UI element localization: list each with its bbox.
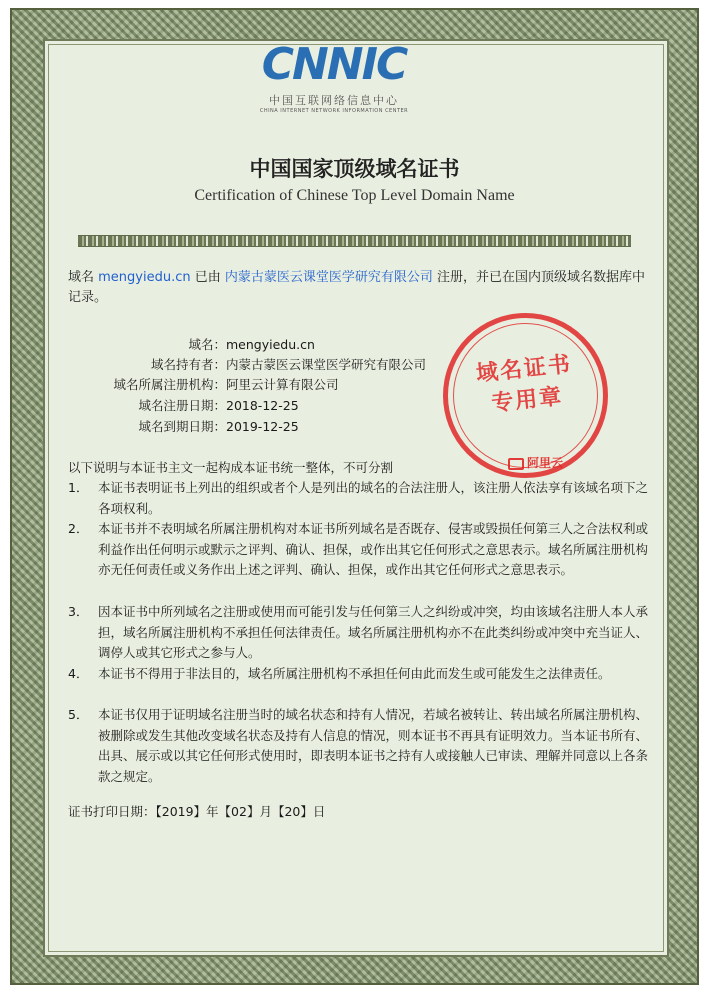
seal-brand-text: 阿里云 [527,456,564,470]
note-number: 2． [68,521,89,536]
note-text: 因本证书中所列域名之注册或使用而可能引发与任何第三人之纠纷或冲突，均由该域名注册人本人承担，域名所属注册机构不承担任何法律责任。域名所属注册机构亦不在此类纠纷或冲突中充当证人、调停人或其它形式之参与人。 [98,604,649,660]
intro-domain: mengyiedu.cn [98,270,191,285]
official-seal [443,313,608,478]
note-text: 本证书并不表明域名所属注册机构对本证书所列域名是否既存、侵害或毁损任何第三人之合法权利或利益作出任何明示或默示之评判、确认、担保，或作出其它任何形式之意思表示。域名所属注册机构亦无任何责任或义务作出上述之评判、确认、担保，或作出其它任何形式之意思表示。 [98,521,649,577]
certificate-title-cn: 中国国家顶级域名证书 [249,157,460,181]
print-date: 证书打印日期：【2019】年【02】月【20】日 [68,804,326,819]
intro-text-3: 注册，并已在国内顶级域名数据库中记录。 [68,270,646,305]
notes-heading: 以下说明与本证书主文一起构成本证书统一整体，不可分割 [68,460,394,475]
field-label: 域名注册日期： [138,398,226,413]
ornamental-divider [78,235,631,247]
aliyun-logo-icon [508,458,524,470]
field-label: 域名： [188,337,226,352]
note-text: 本证书不得用于非法目的，域名所属注册机构不承担任何由此而发生或可能发生之法律责任。 [98,666,611,681]
note-item [68,602,654,664]
field-value: 阿里云计算有限公司 [226,377,339,392]
field-expiry-date [68,417,299,437]
seal-text: 域名证书专用章 [474,351,574,417]
cnnic-logo [238,40,430,114]
field-value: 2018-12-25 [226,398,299,413]
note-text: 本证书仅用于证明域名注册当时的域名状态和持有人情况，若域名被转让、转出域名所属注册机构、被删除或发生其他改变域名状态及持有人信息的情况，则本证书不再具有证明效力。当本证书所有、出具、展示或以其它任何形式使用时，即表明本证书之持有人或接触人已审读、理解并同意以上各条款之规定。 [98,707,649,784]
field-value: 内蒙古蒙医云课堂医学研究有限公司 [226,357,427,372]
intro-statement [68,268,654,308]
note-number: 1． [68,480,89,495]
field-value: mengyiedu.cn [226,337,315,352]
field-label: 域名持有者： [150,357,226,372]
field-domain [68,335,315,355]
intro-holder: 内蒙古蒙医云课堂医学研究有限公司 [224,270,433,285]
certificate-title-en: Certification of Chinese Top Level Domain Name [194,187,515,204]
note-number: 5． [68,707,89,722]
field-value: 2019-12-25 [226,419,299,434]
note-item [68,519,654,581]
intro-text-2: 已由 [190,270,225,285]
note-number: 4． [68,666,89,681]
logo-name-en: CHINA INTERNET NETWORK INFORMATION CENTER [259,108,409,114]
field-label: 域名所属注册机构： [113,377,226,392]
note-item [68,664,654,685]
note-item [68,705,654,787]
field-holder [68,355,426,375]
logo-mark: CNNIC [261,39,407,90]
field-registrar [68,375,339,395]
intro-text-1: 域名 [68,270,99,285]
note-item [68,478,654,519]
logo-name-cn: 中国互联网络信息中心 [269,94,399,107]
note-text: 本证书表明证书上列出的组织或者个人是列出的域名的合法注册人，该注册人依法享有该域名项下之各项权利。 [98,480,649,516]
field-label: 域名到期日期： [138,419,226,434]
note-number: 3． [68,604,89,619]
seal-brand [508,454,563,471]
field-registration-date [68,396,299,416]
